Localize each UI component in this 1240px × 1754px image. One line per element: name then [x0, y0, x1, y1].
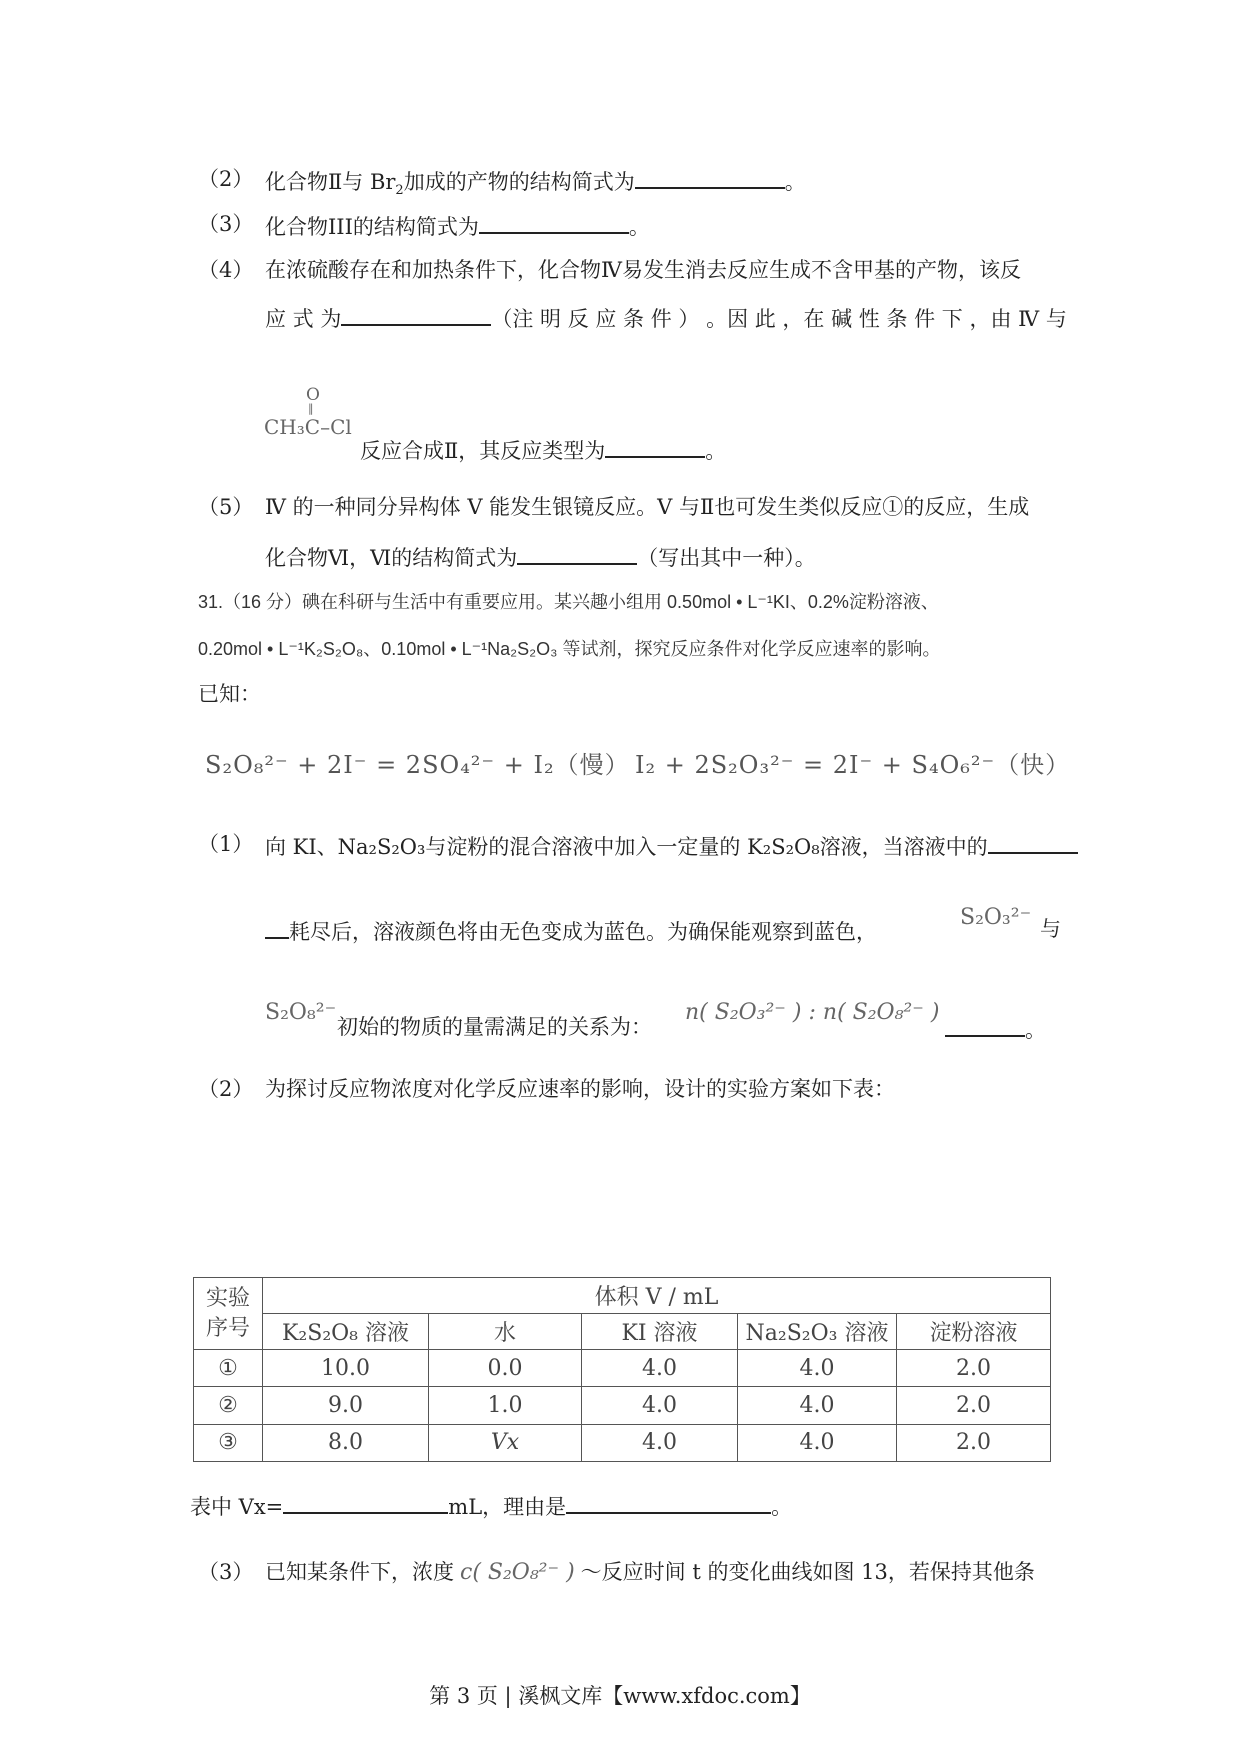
experiment-table [193, 1277, 1051, 1462]
table-column-header: K₂S₂O₈ 溶液 [263, 1314, 429, 1350]
question-text: 向 KI、Na₂S₂O₃与淀粉的混合溶液中加入一定量的 K₂S₂O₈溶液，当溶液中的 [265, 835, 988, 859]
question-4-line2 [265, 302, 1067, 333]
period: 。 [705, 439, 727, 463]
question-text: ～反应时间 t 的变化曲线如图 13，若保持其他条 [580, 1560, 1035, 1584]
table-column-header: 水 [429, 1314, 582, 1350]
table-cell: 2.0 [897, 1387, 1051, 1424]
question-number: （5） [198, 495, 254, 519]
question-text: （写出其中一种）。 [637, 546, 816, 570]
question-text: 在浓硫酸存在和加热条件下，化合物Ⅳ易发生消去反应生成不含甲基的产物，该反 [265, 258, 1021, 282]
question-text: 应 式 为 [265, 307, 342, 331]
period: 。 [771, 1495, 793, 1519]
table-row [194, 1350, 1051, 1387]
table-cell: 10.0 [263, 1350, 429, 1387]
answer-blank[interactable] [517, 541, 637, 565]
period: 。 [1025, 1018, 1046, 1042]
question-number: （4） [198, 258, 254, 282]
answer-blank[interactable] [988, 830, 1078, 854]
answer-blank[interactable] [341, 302, 491, 326]
equation-fast: I₂ + 2S₂O₃²⁻ = 2I⁻ + S₄O₆²⁻（快） [635, 751, 1071, 779]
question-4-line3 [360, 434, 726, 465]
question-number: （3） [198, 1560, 254, 1584]
question-number: （1） [198, 832, 254, 856]
answer-blank[interactable] [605, 434, 705, 458]
part-1-line3: 初始的物质的量需满足的关系为： [337, 1015, 652, 1039]
vx-answer-blank[interactable] [283, 1490, 448, 1514]
table-cell: 4.0 [738, 1424, 897, 1461]
question-text: 耗尽后，溶液颜色将由无色变成为蓝色。为确保能观察到蓝色， [289, 920, 877, 944]
table-cell: 4.0 [582, 1387, 738, 1424]
question-31-line2: 0.20mol • L⁻¹K₂S₂O₈、0.10mol • L⁻¹Na₂S₂O₃ 等试剂，探究反应条件对化学反应速率的影响。 [198, 639, 941, 659]
acyl-chloride-formula [264, 385, 352, 439]
subscript: 2 [395, 183, 404, 199]
table-cell: ③ [194, 1424, 263, 1461]
period: 。 [784, 170, 806, 194]
mole-ratio-formula: n( S₂O₃²⁻ ) : n( S₂O₈²⁻ ) [685, 1000, 940, 1025]
question-text: 反应合成Ⅱ，其反应类型为 [360, 439, 606, 463]
known-label: 已知： [198, 682, 261, 706]
table-cell: 2.0 [897, 1424, 1051, 1461]
equation-slow: S₂O₈²⁻ + 2I⁻ = 2SO₄²⁻ + I₂（慢） [205, 751, 630, 779]
table-corner-header: 实验 序号 [194, 1278, 263, 1350]
formula-double-bond: ‖ [308, 402, 314, 415]
table-column-header: Na₂S₂O₃ 溶液 [738, 1314, 897, 1350]
answer-blank[interactable] [479, 210, 629, 234]
question-text: mL，理由是 [448, 1495, 567, 1519]
answer-blank[interactable] [945, 1013, 1025, 1037]
reason-answer-blank[interactable] [566, 1490, 771, 1514]
table-cell: ② [194, 1387, 263, 1424]
question-text: Ⅳ 的一种同分异构体 V 能发生银镜反应。V 与Ⅱ也可发生类似反应①的反应，生成 [265, 495, 1030, 519]
table-cell: Vx [429, 1424, 582, 1461]
and-word: 与 [1040, 917, 1061, 941]
period: 。 [628, 215, 650, 239]
table-column-header: KI 溶液 [582, 1314, 738, 1350]
table-cell: 4.0 [582, 1424, 738, 1461]
vx-question [190, 1490, 792, 1521]
table-cell: 2.0 [897, 1350, 1051, 1387]
question-text: （注 明 反 应 条 件 ） 。因 此 ，在 碱 性 条 件 下 ，由 Ⅳ 与 [491, 307, 1067, 331]
question-text: 加成的产物的结构简式为 [403, 170, 635, 194]
table-cell: 9.0 [263, 1387, 429, 1424]
question-text: 化合物Ⅵ，Ⅵ的结构简式为 [265, 546, 518, 570]
table-cell: 4.0 [738, 1387, 897, 1424]
thiosulfate-ion: S₂O₃²⁻ [960, 905, 1032, 930]
question-text: 已知某条件下，浓度 [265, 1560, 454, 1584]
answer-blank[interactable] [635, 165, 785, 189]
part-1-answer [945, 1013, 1046, 1044]
table-row [194, 1387, 1051, 1424]
question-5-line2 [265, 541, 816, 572]
table-cell: 4.0 [582, 1350, 738, 1387]
question-number: （2） [198, 1077, 254, 1101]
table-header-row [194, 1314, 1051, 1350]
answer-blank-continued[interactable] [265, 915, 289, 939]
formula-oxygen: O [306, 385, 320, 405]
table-cell: ① [194, 1350, 263, 1387]
question-text: 表中 Vx= [190, 1495, 284, 1519]
table-cell: 1.0 [429, 1387, 582, 1424]
question-number: （3） [198, 212, 254, 236]
question-31-line1: 31.（16 分）碘在科研与生活中有重要应用。某兴趣小组用 0.50mol • L⁻¹KI、0.2%淀粉溶液、 [198, 592, 939, 612]
question-text: 化合物III的结构简式为 [265, 215, 479, 239]
table-group-header: 体积 V / mL [263, 1278, 1051, 1314]
table-cell: 8.0 [263, 1424, 429, 1461]
table-cell: 4.0 [738, 1350, 897, 1387]
table-cell: 0.0 [429, 1350, 582, 1387]
table-row [194, 1424, 1051, 1461]
part-1-line2 [265, 915, 877, 946]
question-number: （2） [198, 167, 254, 191]
formula-main: CH₃C–Cl [264, 415, 352, 439]
persulfate-ion: S₂O₈²⁻ [265, 1000, 337, 1025]
concentration-formula: c( S₂O₈²⁻ ) [460, 1560, 575, 1585]
question-text: 为探讨反应物浓度对化学反应速率的影响，设计的实验方案如下表： [265, 1077, 895, 1101]
table-column-header: 淀粉溶液 [897, 1314, 1051, 1350]
page-footer: 第 3 页 | 溪枫文库【www.xfdoc.com】 [429, 1684, 811, 1708]
question-text: 化合物Ⅱ与 Br [265, 170, 396, 194]
